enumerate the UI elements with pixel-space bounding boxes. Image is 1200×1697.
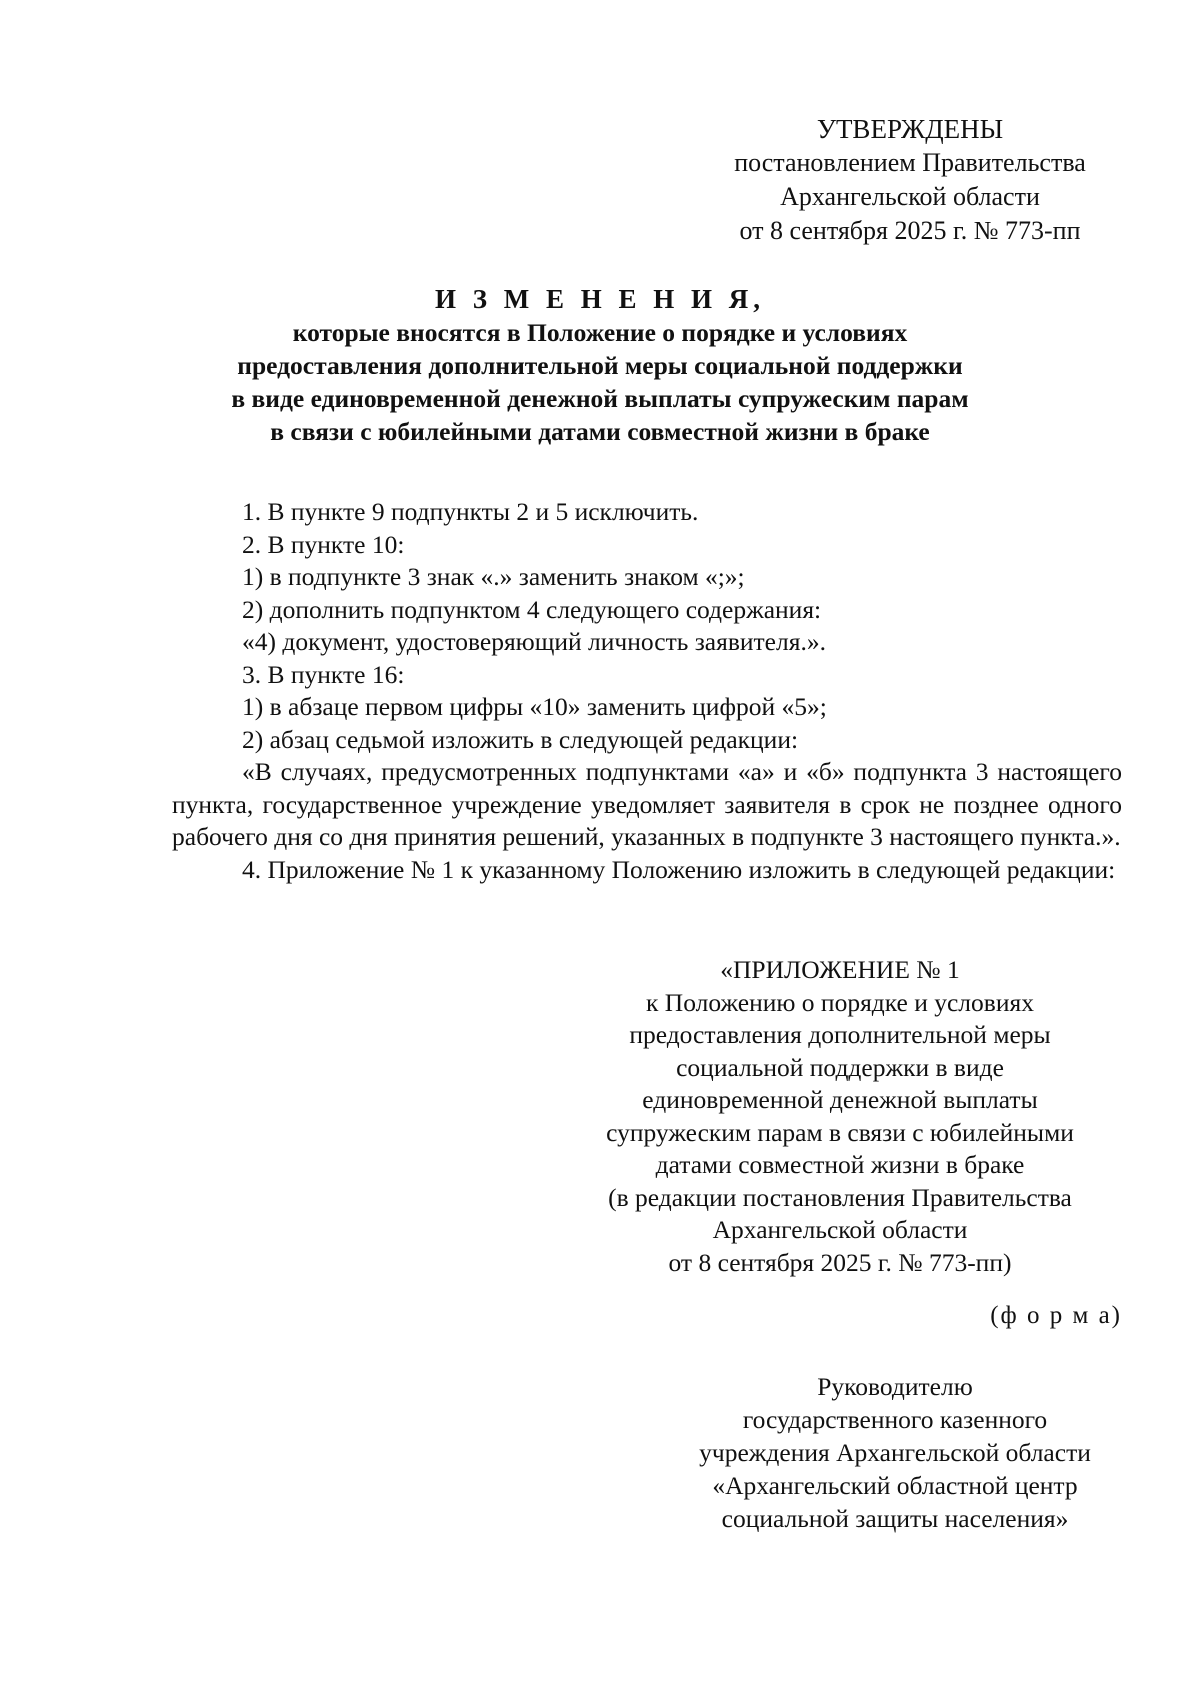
appendix-line: к Положению о порядке и условиях bbox=[646, 987, 1034, 1017]
title-subline: предоставления дополнительной меры социальной поддержки bbox=[237, 351, 963, 380]
title-heading: И З М Е Н Е Н И Я, bbox=[434, 284, 765, 314]
appendix-header bbox=[570, 954, 1110, 1279]
form-label: (ф о р м а) bbox=[990, 1302, 1122, 1329]
paragraph: 2) абзац седьмой изложить в следующей редакции: bbox=[242, 724, 799, 754]
appendix-line: от 8 сентября 2025 г. № 773-пп) bbox=[668, 1247, 1012, 1277]
addressee-block bbox=[660, 1370, 1130, 1535]
title-subline: в виде единовременной денежной выплаты супружеским парам bbox=[231, 384, 969, 413]
paragraph: «4) документ, удостоверяющий личность заявителя.». bbox=[242, 627, 826, 656]
appendix-line: «ПРИЛОЖЕНИЕ № 1 bbox=[720, 955, 960, 984]
approval-date-line: от 8 сентября 2025 г. № 773-пп bbox=[739, 216, 1081, 245]
addressee-line: государственного казенного bbox=[742, 1405, 1048, 1434]
paragraph: 2. В пункте 10: bbox=[242, 529, 405, 559]
document-title bbox=[170, 283, 1030, 448]
title-subline: в связи с юбилейными датами совместной жизни в браке bbox=[270, 417, 930, 446]
addressee-line: «Архангельский областной центр bbox=[712, 1471, 1078, 1500]
appendix-line: предоставления дополнительной меры bbox=[629, 1020, 1051, 1049]
appendix-line: социальной поддержки в виде bbox=[676, 1052, 1004, 1082]
appendix-line: единовременной денежной выплаты bbox=[642, 1085, 1038, 1114]
paragraph: «В случаях, предусмотренных подпунктами «а» и «б» подпункта 3 настоящего пункта, государственное учреждение уведомляет заявителя в срок не позднее одного рабочего дня со дня принятия решений, указанных в подпункте 3 настоящего пункта.». bbox=[172, 757, 1122, 851]
addressee-line: социальной защиты населения» bbox=[721, 1504, 1069, 1533]
appendix-line: (в редакции постановления Правительства bbox=[608, 1182, 1072, 1212]
approval-line: Архангельской области bbox=[780, 182, 1040, 211]
addressee-line: Руководителю bbox=[817, 1372, 973, 1401]
paragraph: 1. В пункте 9 подпункты 2 и 5 исключить. bbox=[242, 497, 699, 526]
paragraph: 1) в подпункте 3 знак «.» заменить знаком «;»; bbox=[242, 562, 745, 591]
title-subline: которые вносятся в Положение о порядке и условиях bbox=[292, 318, 908, 347]
paragraph: 4. Приложение № 1 к указанному Положению изложить в следующей редакции: bbox=[242, 854, 1116, 884]
paragraph: 3. В пункте 16: bbox=[242, 659, 405, 689]
addressee-line: учреждения Архангельской области bbox=[699, 1438, 1091, 1467]
paragraph: 1) в абзаце первом цифры «10» заменить цифрой «5»; bbox=[242, 692, 827, 721]
approval-stamp-block bbox=[700, 112, 1120, 248]
appendix-line: датами совместной жизни в браке bbox=[655, 1150, 1025, 1179]
appendix-line: супружеским парам в связи с юбилейными bbox=[606, 1117, 1074, 1147]
document-body bbox=[172, 496, 1122, 886]
approval-line: постановлением Правительства bbox=[734, 148, 1086, 177]
appendix-line: Архангельской области bbox=[712, 1215, 968, 1244]
approval-heading: УТВЕРЖДЕНЫ bbox=[816, 114, 1004, 144]
paragraph: 2) дополнить подпунктом 4 следующего содержания: bbox=[242, 594, 822, 624]
